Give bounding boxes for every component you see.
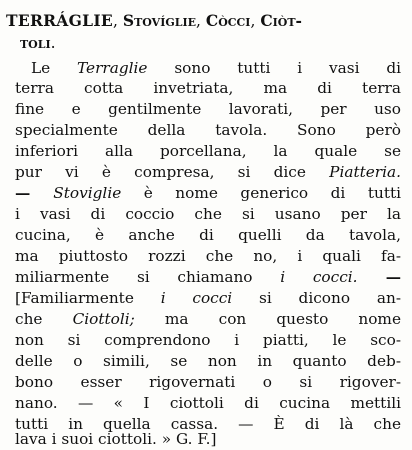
body-line-5: inferiori alla porcellana, la quale se xyxy=(15,142,401,160)
body-line-15: delle o simili, se non in quanto deb- xyxy=(15,352,401,370)
headword: TERRÁGLIE xyxy=(6,11,114,30)
synonym-stoviglie: Stovíglie xyxy=(122,11,197,30)
text-run: è nome generico di tutti xyxy=(121,184,402,202)
body-line-6 xyxy=(15,162,401,182)
synonym-cocci: Còcci xyxy=(205,11,251,30)
term-stoviglie: Stoviglie xyxy=(53,184,122,202)
body-line-8: i vasi di coccio che si usano per la xyxy=(15,205,401,223)
synonym-ciottoli-part1: Ciòt- xyxy=(260,11,302,30)
text-run: ma con questo nome xyxy=(134,310,401,328)
term-i-cocci: i cocci. xyxy=(280,268,358,286)
em-dash: — xyxy=(357,268,402,286)
body-line-7 xyxy=(15,183,401,203)
body-line-10: ma piuttosto rozzi che no, i quali fa- xyxy=(15,247,401,265)
text-run: miliarmente si chiamano xyxy=(15,268,281,286)
term-i-cocci: i cocci xyxy=(160,289,233,307)
body-line-1 xyxy=(15,58,401,78)
heading-end: . xyxy=(50,34,56,52)
body-line-16: bono esser rigovernati o si rigover- xyxy=(15,373,401,391)
body-line-13 xyxy=(15,309,401,329)
body-line-9: cucina, è anche di quelli da tavola, xyxy=(15,226,401,244)
text-run: Le xyxy=(31,59,78,77)
entry-heading xyxy=(6,10,402,54)
text-run: sono tutti i vasi di xyxy=(147,59,402,77)
body-line-12 xyxy=(15,288,401,308)
body-line-2: terra cotta invetriata, ma di terra xyxy=(15,79,401,97)
heading-separator: , xyxy=(113,12,123,30)
body-line-4: specialmente della tavola. Sono però xyxy=(15,121,401,139)
body-line-19: lava i suoi ciottoli. » G. F.] xyxy=(15,430,217,448)
body-line-14: non si comprendono i piatti, le sco- xyxy=(15,331,401,349)
text-run: pur vi è compresa, si dice xyxy=(15,163,330,181)
text-run: [Familiarmente xyxy=(15,289,161,307)
text-run: che xyxy=(15,310,73,328)
body-line-3: fine e gentilmente lavorati, per uso xyxy=(15,100,401,118)
em-dash: — xyxy=(15,184,54,202)
term-terraglie: Terraglie xyxy=(77,59,148,77)
synonym-ciottoli-part2: toli xyxy=(20,33,51,52)
body-line-18: tutti in quella cassa. — È di là che xyxy=(15,415,401,433)
heading-separator: , xyxy=(250,12,261,30)
body-line-11 xyxy=(15,267,401,287)
term-piatteria: Piatteria. xyxy=(329,163,401,181)
body-line-17: nano. — « I ciottoli di cucina mettili xyxy=(15,394,401,412)
term-ciottoli: Ciottoli; xyxy=(72,310,135,328)
heading-separator: , xyxy=(196,12,206,30)
text-run: si dicono an- xyxy=(232,289,401,307)
